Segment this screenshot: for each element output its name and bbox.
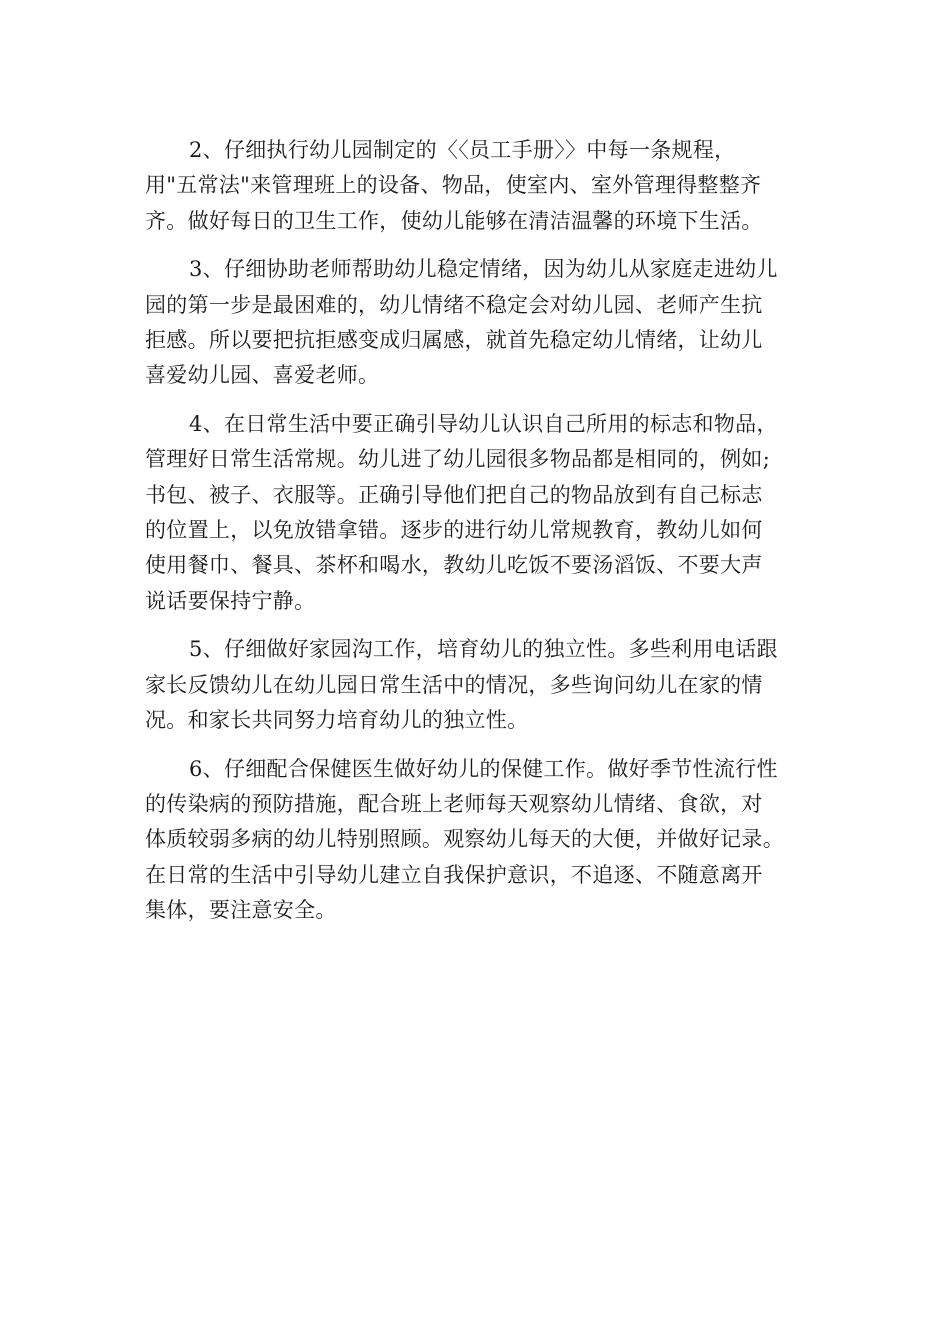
paragraph-line: 况。和家长共同努力培育幼儿的独立性。 xyxy=(145,708,529,733)
paragraph-4 xyxy=(145,407,815,619)
paragraph-line: 5、仔细做好家园沟工作，培育幼儿的独立性。多些利用电话跟 xyxy=(189,637,778,662)
paragraph-line: 2、仔细执行幼儿园制定的〈〈员工手册〉〉中每一条规程， xyxy=(189,138,736,162)
paragraph-line: 的传染病的预防措施，配合班上老师每天观察幼儿情绪、食欲，对 xyxy=(145,791,763,816)
paragraph-3 xyxy=(145,252,815,394)
paragraph-5 xyxy=(145,632,815,738)
paragraph-6 xyxy=(145,752,815,929)
paragraph-line: 喜爱幼儿园、喜爱老师。 xyxy=(145,363,380,388)
paragraph-line: 用"五常法"来管理班上的设备、物品，使室内、室外管理得整整齐 xyxy=(145,173,762,198)
paragraph-line: 齐。做好每日的卫生工作，使幼儿能够在清洁温馨的环境下生活。 xyxy=(145,208,763,233)
paragraph-line: 体质较弱多病的幼儿特别照顾。观察幼儿每天的大便，并做好记录。 xyxy=(145,827,784,852)
paragraph-line: 4、在日常生活中要正确引导幼儿认识自己所用的标志和物品， xyxy=(189,411,778,436)
paragraph-line: 在日常的生活中引导幼儿建立自我保护意识，不追逐、不随意离开 xyxy=(145,862,763,887)
paragraph-line: 管理好日常生活常规。幼儿进了幼儿园很多物品都是相同的，例如; xyxy=(145,447,771,472)
paragraph-line: 园的第一步是最困难的，幼儿情绪不稳定会对幼儿园、老师产生抗 xyxy=(145,292,763,317)
paragraph-line: 书包、被子、衣服等。正确引导他们把自己的物品放到有自己标志 xyxy=(145,482,763,507)
paragraph-line: 集体，要注意安全。 xyxy=(145,898,337,923)
paragraph-line: 3、仔细协助老师帮助幼儿稳定情绪，因为幼儿从家庭走进幼儿 xyxy=(189,257,778,282)
document-body xyxy=(145,133,815,929)
paragraph-line: 家长反馈幼儿在幼儿园日常生活中的情况，多些询问幼儿在家的情 xyxy=(145,672,763,697)
paragraph-line: 6、仔细配合保健医生做好幼儿的保健工作。做好季节性流行性 xyxy=(189,756,778,781)
paragraph-line: 说话要保持宁静。 xyxy=(145,588,316,613)
paragraph-line: 拒感。所以要把抗拒感变成归属感，就首先稳定幼儿情绪，让幼儿 xyxy=(145,328,763,353)
paragraph-line: 的位置上，以免放错拿错。逐步的进行幼儿常规教育，教幼儿如何 xyxy=(145,518,763,543)
paragraph-line: 使用餐巾、餐具、茶杯和喝水，教幼儿吃饭不要汤滔饭、不要大声 xyxy=(145,553,763,578)
paragraph-2 xyxy=(145,133,815,239)
